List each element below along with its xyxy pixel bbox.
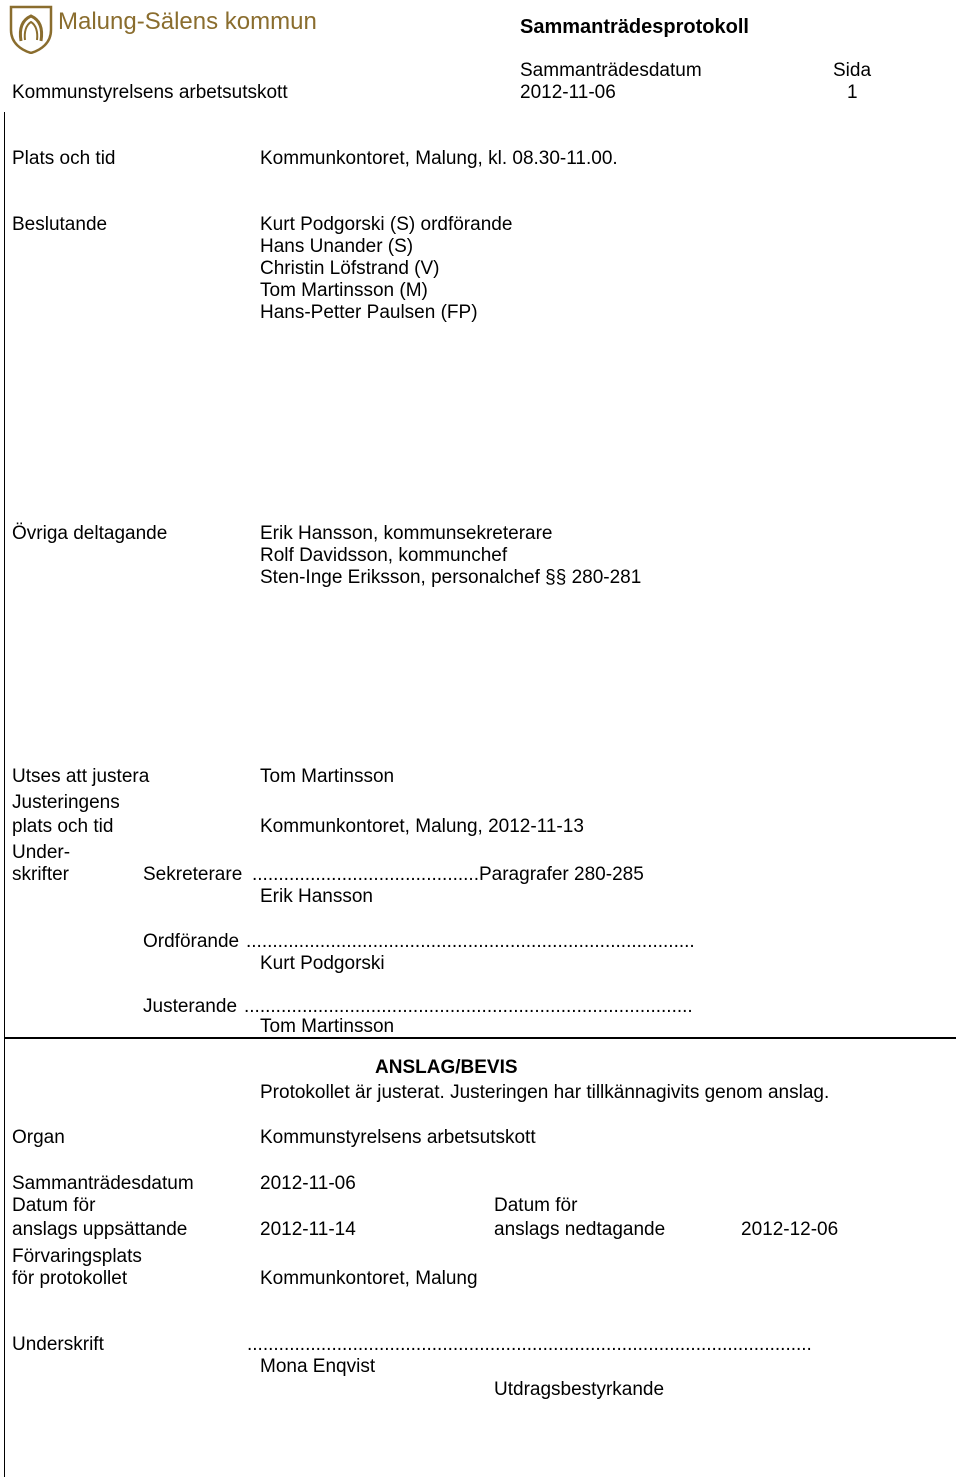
signature-label: Underskrift bbox=[12, 1334, 104, 1355]
removed-label-1: Datum för bbox=[494, 1195, 578, 1216]
signatures-label-2: skrifter bbox=[12, 864, 69, 885]
secretary-role: Sekreterare bbox=[143, 864, 243, 885]
decider-item: Christin Löfstrand (V) bbox=[260, 258, 440, 279]
other-participant: Rolf Davidsson, kommunchef bbox=[260, 545, 508, 566]
decider-item: Hans-Petter Paulsen (FP) bbox=[260, 302, 478, 323]
anslag-organ-value: Kommunstyrelsens arbetsutskott bbox=[260, 1127, 536, 1148]
storage-label-2: för protokollet bbox=[12, 1268, 128, 1289]
adjustment-place-label-2: plats och tid bbox=[12, 816, 114, 837]
chair-name: Kurt Podgorski bbox=[260, 953, 385, 974]
left-border bbox=[4, 112, 5, 1477]
deciders-label: Beslutande bbox=[12, 214, 108, 235]
logo-text: Malung-Sälens kommun bbox=[58, 8, 317, 35]
removed-date: 2012-12-06 bbox=[741, 1219, 839, 1240]
anslag-heading: ANSLAG/BEVIS bbox=[375, 1057, 518, 1078]
removed-label-2: anslags nedtagande bbox=[494, 1219, 666, 1240]
signatures-label-1: Under- bbox=[12, 842, 71, 863]
document-title: Sammanträdesprotokoll bbox=[520, 16, 749, 38]
anslag-organ-label: Organ bbox=[12, 1127, 65, 1148]
adjustment-place-value: Kommunkontoret, Malung, 2012-11-13 bbox=[260, 816, 584, 837]
section-divider bbox=[4, 1037, 956, 1039]
other-participant: Erik Hansson, kommunsekreterare bbox=[260, 523, 553, 544]
decider-item: Hans Unander (S) bbox=[260, 236, 414, 257]
certification-label: Utdragsbestyrkande bbox=[494, 1379, 665, 1400]
adjuster-role: Justerande bbox=[143, 996, 238, 1017]
storage-label-1: Förvaringsplats bbox=[12, 1246, 142, 1267]
anslag-date-value: 2012-11-06 bbox=[260, 1173, 356, 1194]
secretary-signature-line: ...........................................Paragrafer 280-285 bbox=[252, 864, 644, 885]
crest-icon bbox=[8, 4, 54, 54]
adjuster-appointed-label: Utses att justera bbox=[12, 766, 150, 787]
place-value: Kommunkontoret, Malung, kl. 08.30-11.00. bbox=[260, 148, 618, 169]
header-date: 2012-11-06 bbox=[520, 82, 616, 103]
others-label: Övriga deltagande bbox=[12, 523, 168, 544]
decider-item: Tom Martinsson (M) bbox=[260, 280, 428, 301]
header-page-label: Sida bbox=[833, 60, 872, 81]
chair-signature-line: ..................................................................................... bbox=[246, 931, 695, 952]
anslag-statement: Protokollet är justerat. Justeringen har tillkännagivits genom anslag. bbox=[260, 1082, 830, 1103]
adjuster-name: Tom Martinsson bbox=[260, 1016, 395, 1037]
header-date-label: Sammanträdesdatum bbox=[520, 60, 702, 81]
posted-label-2: anslags uppsättande bbox=[12, 1219, 188, 1240]
decider-item: Kurt Podgorski (S) ordförande bbox=[260, 214, 513, 235]
adjustment-place-label-1: Justeringens bbox=[12, 792, 120, 813]
anslag-date-label: Sammanträdesdatum bbox=[12, 1173, 194, 1194]
storage-value: Kommunkontoret, Malung bbox=[260, 1268, 478, 1289]
other-participant: Sten-Inge Eriksson, personalchef §§ 280-281 bbox=[260, 567, 642, 588]
posted-date: 2012-11-14 bbox=[260, 1219, 356, 1240]
signature-line: ........................................................................................................... bbox=[247, 1334, 812, 1355]
header-page-number: 1 bbox=[847, 82, 858, 103]
chair-role: Ordförande bbox=[143, 931, 240, 952]
header-organ: Kommunstyrelsens arbetsutskott bbox=[12, 82, 288, 103]
signer-name: Mona Enqvist bbox=[260, 1356, 376, 1377]
posted-label-1: Datum för bbox=[12, 1195, 96, 1216]
adjuster-signature-line: ..................................................................................... bbox=[244, 996, 693, 1017]
adjuster-appointed-value: Tom Martinsson bbox=[260, 766, 395, 787]
place-label: Plats och tid bbox=[12, 148, 116, 169]
secretary-name: Erik Hansson bbox=[260, 886, 373, 907]
